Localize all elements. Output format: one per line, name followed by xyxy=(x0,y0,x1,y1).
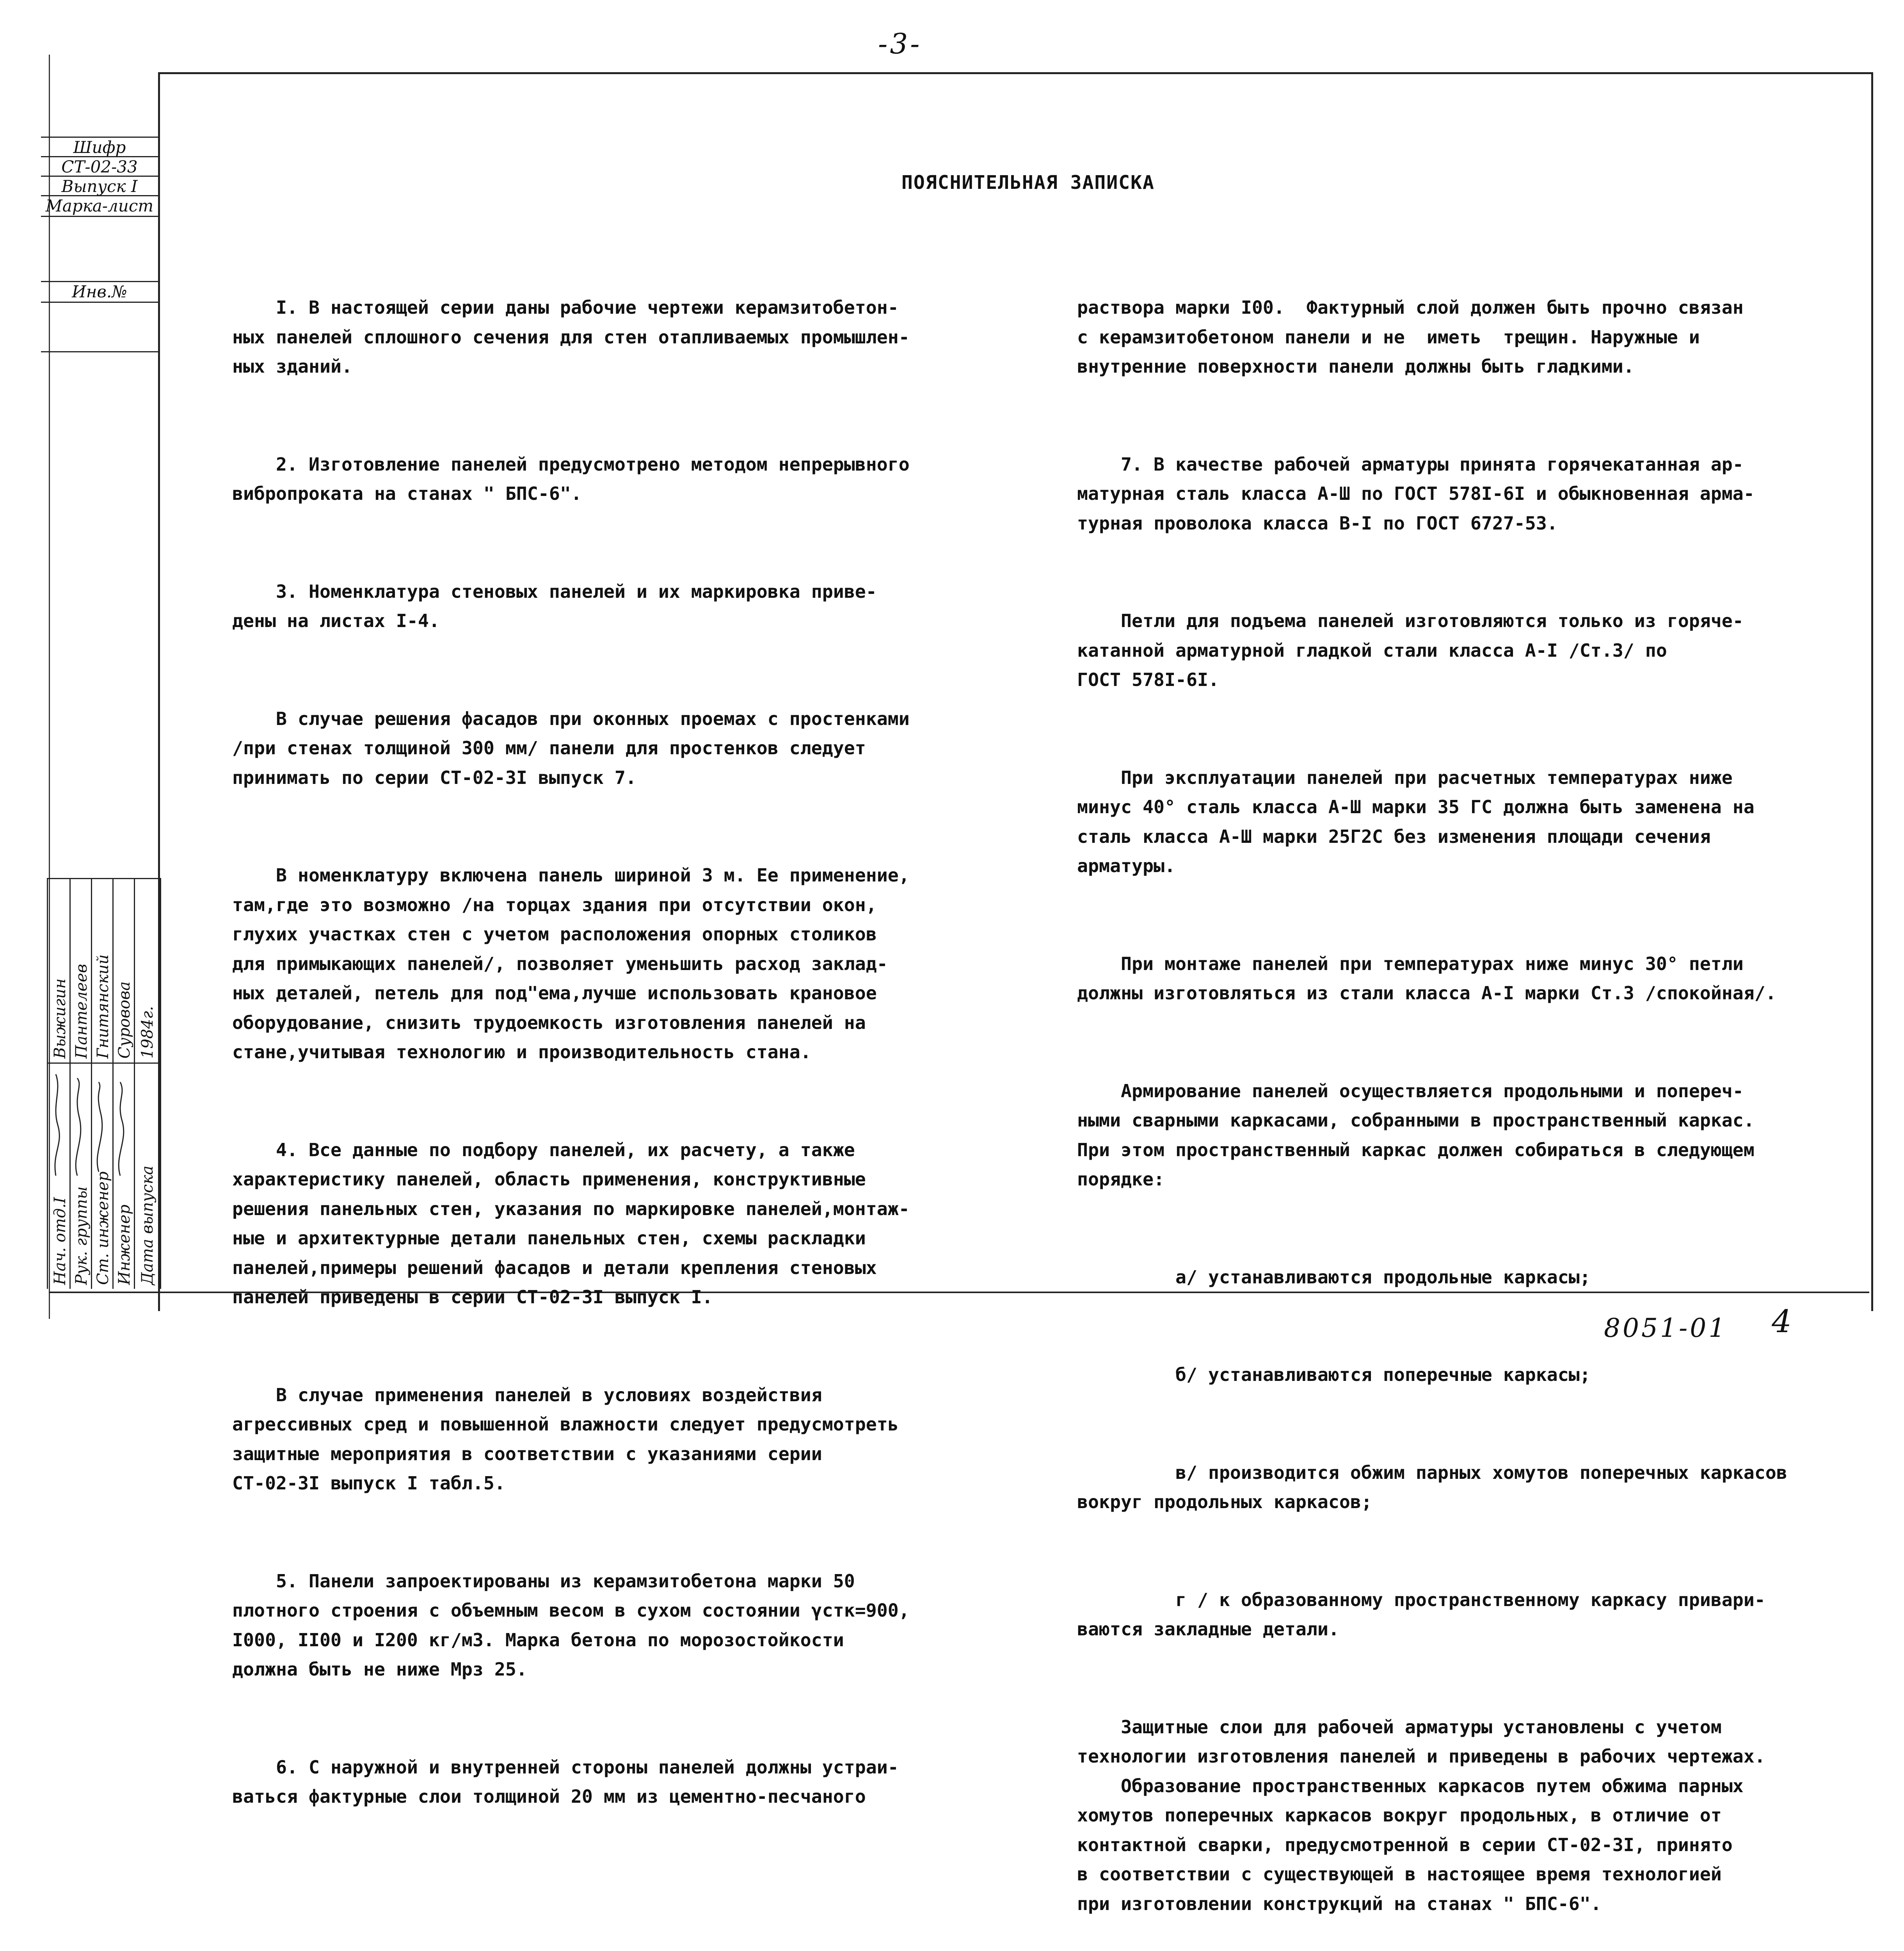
paragraph: В случае применения панелей в условиях воздействия агрессивных сред и повышенной влажности следует предусмотреть защитные мероприятия в соответствии с указаниями серии СТ-02-3I выпуск I табл.5. xyxy=(232,1384,899,1494)
paragraph: 2. Изготовление панелей предусмотрено методом непрерывного вибропроката на станах " БПС-6". xyxy=(232,453,910,504)
list-item: а/ устанавливаются продольные каркасы; xyxy=(1077,1266,1591,1288)
left-text-column xyxy=(232,234,1013,1850)
paragraph: Армирование панелей осуществляется продольными и попереч- ными сварными каркасами, собранными в пространственный каркас. При этом пространственный каркас должен собираться в следующем порядке: xyxy=(1077,1080,1755,1190)
stamp-divider xyxy=(41,351,158,352)
stamp-code-label: Шифр xyxy=(41,137,158,157)
list-item: г / к образованному пространственному каркасу привари- ваются закладные детали. xyxy=(1077,1589,1765,1640)
signature-table xyxy=(47,878,161,1289)
stamp-code: СТ-02-33 xyxy=(41,156,158,177)
paragraph: Петли для подъема панелей изготовляются только из горяче- катанной арматурной гладкой стали класса А-I /Ст.3/ по ГОСТ 578I-6I. xyxy=(1077,610,1744,690)
list-item: в/ производится обжим парных хомутов поперечных каркасов вокруг продольных каркасов; xyxy=(1077,1462,1787,1512)
paragraph: Защитные слои для рабочей арматуры установлены с учетом технологии изготовления панелей и приведены в рабочих чертежах. Образование пространственных каркасов путем обжима парных хомутов поперечных каркасов вокруг продольных, в отличие от контактной сварки, предусмотренной в серии СТ-02-3I, принято в соответствии с существующей в настоящее время технологией при изготовлении конструкций на станах " БПС-6". xyxy=(1077,1716,1765,1914)
paragraph: 4. Все данные по подбору панелей, их расчету, а также характеристику панелей, область применения, конструктивные решения панельных стен, указания по маркировке панелей,монтаж- ные и архитектурные детали панельных стен, схемы раскладки панелей,примеры решений фасадов и детали крепления стеновых панелей приведены в серии СТ-02-3I выпуск I. xyxy=(232,1139,910,1308)
signature-role: Нач. отд.I xyxy=(51,1197,69,1285)
paragraph: I. В настоящей серии даны рабочие чертежи керамзитобетон- ных панелей сплошного сечения для стен отапливаемых промышлен- ных зданий. xyxy=(232,297,910,377)
stamp-mark-sheet: Марка-лист xyxy=(41,195,158,217)
right-text-column xyxy=(1077,234,1865,1951)
handwritten-signatures xyxy=(48,1066,161,1183)
paragraph: 3. Номенклатура стеновых панелей и их маркировка приве- дены на листах I-4. xyxy=(232,581,877,631)
paragraph: раствора марки I00. Фактурный слой должен быть прочно связан с керамзитобетоном панели и не иметь трещин. Наружные и внутренние поверхности панели должны быть гладкими. xyxy=(1077,297,1744,377)
paragraph: 6. С наружной и внутренней стороны панелей должны устраи- ваться фактурные слои толщиной 20 мм из цементно-песчаного xyxy=(232,1756,899,1807)
sheet-number: 4 xyxy=(1772,1303,1792,1340)
paragraph: 7. В качестве рабочей арматуры принята горячекатанная ар- матурная сталь класса А-Ш по ГОСТ 578I-6I и обыкновенная арма- турная проволока класса В-I по ГОСТ 6727-53. xyxy=(1077,453,1755,534)
signature-name: Суровова xyxy=(116,981,133,1059)
document-code: 8051-01 xyxy=(1604,1313,1728,1343)
signature-name: Гнитянский xyxy=(94,954,112,1059)
document-title: ПОЯСНИТЕЛЬНАЯ ЗАПИСКА xyxy=(901,172,1155,194)
signature-name: Выжигин xyxy=(51,978,69,1059)
page-number: -3- xyxy=(878,27,922,60)
stamp-inv-no: Инв.№ xyxy=(41,281,158,303)
signature-name: Пантелеев xyxy=(73,964,91,1059)
paragraph: В номенклатуру включена панель шириной 3 м. Ее применение, там,где это возможно /на торцах здания при отсутствии окон, глухих участках стен с учетом расположения опорных столиков для примыкающих панелей/, позволяет уменьшить расход заклад- ных деталей, петель для под"ема,лучше использовать крановое оборудование, снизить трудоемкость изготовления панелей на стане,учитывая технологию и производительность стана. xyxy=(232,865,910,1063)
signature-role: Ст. инженер xyxy=(94,1171,112,1285)
signature-role: Инженер xyxy=(116,1205,133,1285)
paragraph: При эксплуатации панелей при расчетных температурах ниже минус 40° сталь класса А-Ш марки 35 ГС должна быть заменена на сталь класса А-Ш марки 25Г2С без изменения площади сечения арматуры. xyxy=(1077,767,1755,876)
paragraph: В случае решения фасадов при оконных проемах с простенками /при стенах толщиной 300 мм/ панели для простенков следует принимать по серии СТ-02-3I выпуск 7. xyxy=(232,708,910,788)
list-item: б/ устанавливаются поперечные каркасы; xyxy=(1077,1364,1591,1385)
signature-role: Дата выпуска xyxy=(139,1166,156,1285)
paragraph: При монтаже панелей при температурах ниже минус 30° петли должны изготовляться из стали класса А-I марки Ст.3 /спокойная/. xyxy=(1077,953,1776,1004)
signature-name: 1984г. xyxy=(139,1006,156,1059)
signature-role: Рук. группы xyxy=(73,1186,91,1285)
stamp-issue: Выпуск I xyxy=(41,176,158,196)
paragraph: 5. Панели запроектированы из керамзитобетона марки 50 плотного строения с объемным весом в сухом состоянии γстк=900, I000, II00 и I200 кг/м3. Марка бетона по морозостойкости должна быть не ниже Мрз 25. xyxy=(232,1570,910,1680)
